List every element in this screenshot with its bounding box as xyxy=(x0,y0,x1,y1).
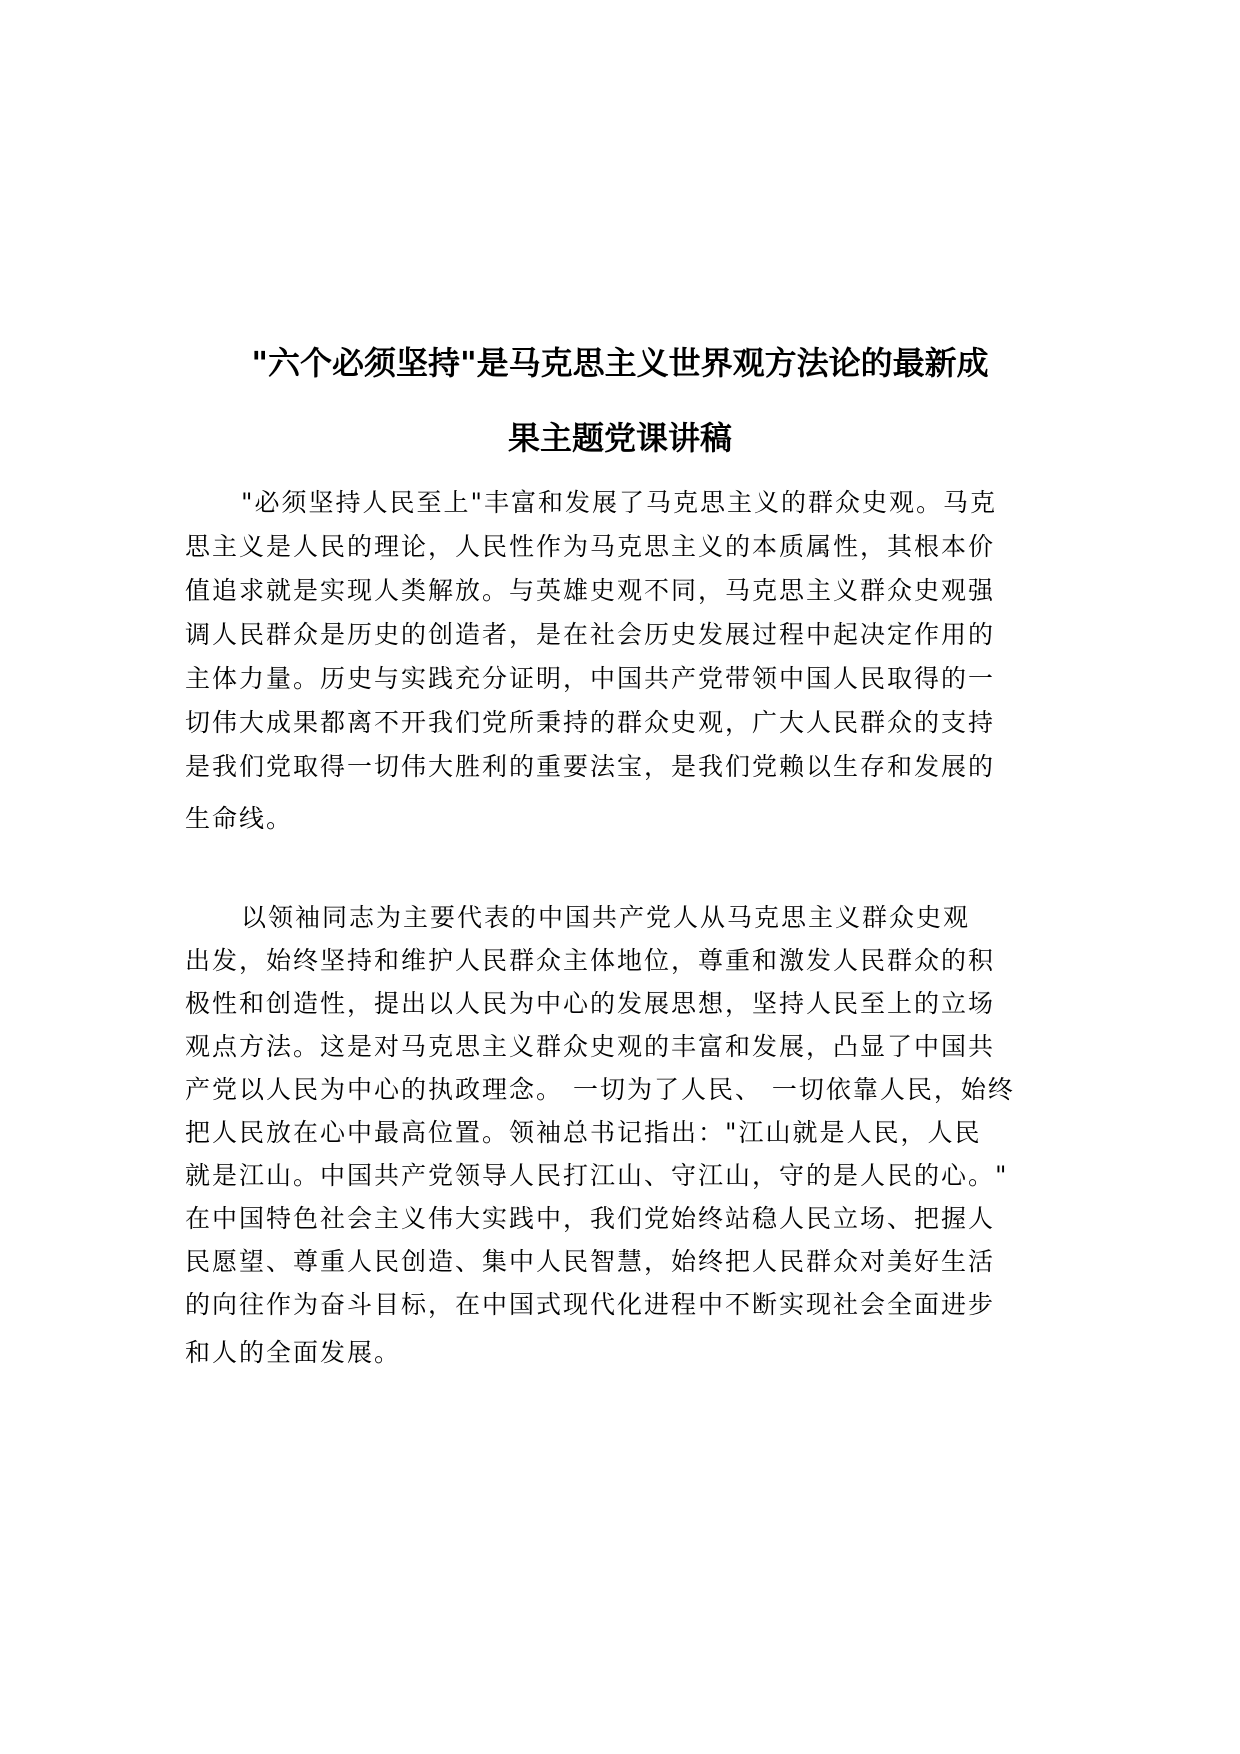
paragraph-1-line-7: 是我们党取得一切伟大胜利的重要法宝，是我们党赖以生存和发展的 xyxy=(185,752,996,781)
paragraph-2-line-11: 和人的全面发展。 xyxy=(185,1338,402,1367)
paragraph-2-line-5: 产党以人民为中心的执政理念。 一切为了人民、 一切依靠人民，始终 xyxy=(185,1075,1015,1104)
paragraph-2-line-2: 出发，始终坚持和维护人民群众主体地位，尊重和激发人民群众的积 xyxy=(185,946,996,975)
paragraph-1-line-6: 切伟大成果都离不开我们党所秉持的群众史观，广大人民群众的支持 xyxy=(185,708,996,737)
paragraph-1-line-5: 主体力量。历史与实践充分证明，中国共产党带领中国人民取得的一 xyxy=(185,664,996,693)
paragraph-2-line-3: 极性和创造性，提出以人民为中心的发展思想，坚持人民至上的立场 xyxy=(185,989,996,1018)
paragraph-2-line-10: 的向往作为奋斗目标，在中国式现代化进程中不断实现社会全面进步 xyxy=(185,1290,996,1319)
document-title-line-2: 果主题党课讲稿 xyxy=(507,419,732,457)
paragraph-2-line-8: 在中国特色社会主义伟大实践中，我们党始终站稳人民立场、把握人 xyxy=(185,1204,996,1233)
paragraph-1-line-4: 调人民群众是历史的创造者，是在社会历史发展过程中起决定作用的 xyxy=(185,620,996,649)
paragraph-1-line-8: 生命线。 xyxy=(185,804,294,833)
paragraph-2-line-4: 观点方法。这是对马克思主义群众史观的丰富和发展，凸显了中国共 xyxy=(185,1032,996,1061)
paragraph-2-line-7: 就是江山。中国共产党领导人民打江山、守江山，守的是人民的心。" xyxy=(185,1161,1009,1190)
document-title-line-1: "六个必须坚持"是马克思主义世界观方法论的最新成 xyxy=(251,344,989,382)
paragraph-1-line-2: 思主义是人民的理论，人民性作为马克思主义的本质属性，其根本价 xyxy=(185,532,996,561)
paragraph-2-line-1: 以领袖同志为主要代表的中国共产党人从马克思主义群众史观 xyxy=(241,903,971,932)
paragraph-1-line-1: "必须坚持人民至上"丰富和发展了马克思主义的群众史观。马克 xyxy=(241,488,998,517)
paragraph-1-line-3: 值追求就是实现人类解放。与英雄史观不同，马克思主义群众史观强 xyxy=(185,576,996,605)
paragraph-2-line-6: 把人民放在心中最高位置。领袖总书记指出："江山就是人民，人民 xyxy=(185,1118,982,1147)
paragraph-2-line-9: 民愿望、尊重人民创造、集中人民智慧，始终把人民群众对美好生活 xyxy=(185,1247,996,1276)
